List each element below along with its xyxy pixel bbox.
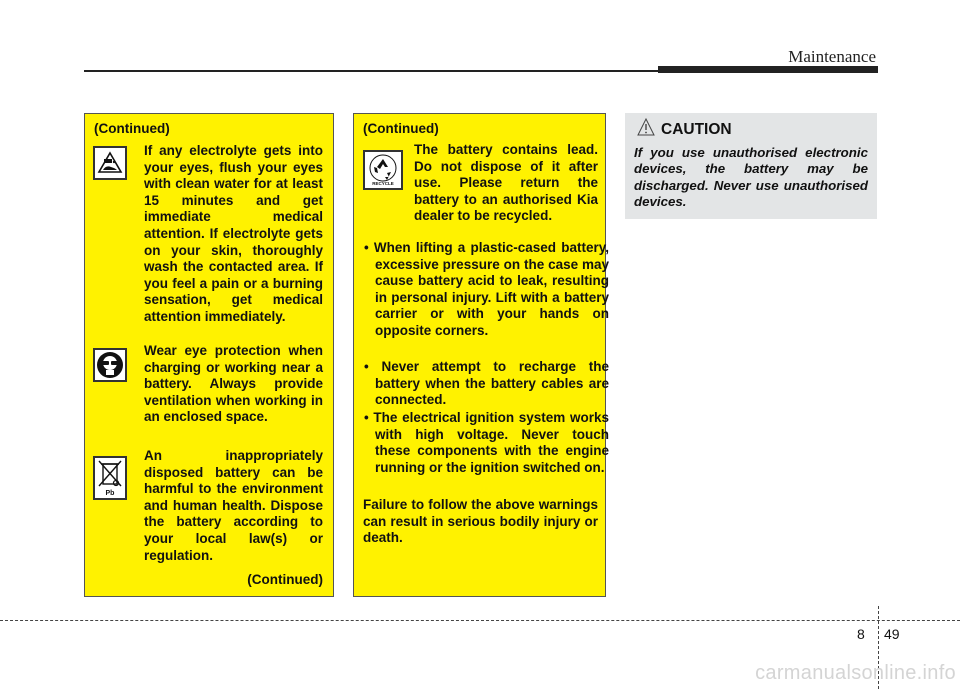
bullet-recharge-text: Never attempt to recharge the battery when the battery cables are connected.	[375, 359, 610, 408]
footer-rule	[0, 620, 960, 621]
bullet-recharge: • Never attempt to recharge the battery when the battery cables are connected.	[364, 359, 610, 408]
eye-protection-icon	[93, 348, 127, 382]
continued-label-top-2: (Continued)	[363, 121, 439, 136]
header-rule	[84, 70, 664, 72]
caution-text: If you use unauthorised electronic devices, the battery may be discharged. Never use unauthorised devices.	[634, 145, 868, 210]
eye-protection-text: Wear eye protection when charging or working near a battery. Always provide ventilation when working in an enclosed space.	[144, 343, 323, 425]
electrolyte-warning-text: If any electrolyte gets into your eyes, flush your eyes with clean water for at least 15 minutes and get immediate medical attention. If electrolyte gets on your skin, thoroughly wash the contacted area. If you feel a pain or a burning sensation, get medical attention immediately.	[144, 143, 323, 324]
caution-title: CAUTION	[661, 121, 732, 138]
recycle-icon-label: RECYCLE	[372, 181, 394, 186]
bullet-lifting: • When lifting a plastic-cased battery, excessive pressure on the case may cause battery acid to leak, resulting in personal injury. Lift with a battery carrier or with your hands on opposite corners.	[364, 240, 609, 338]
bullet-ignition-text: The electrical ignition system works with high voltage. Never touch these components with the engine running or the ignition switched on.	[373, 410, 609, 475]
section-title: Maintenance	[788, 47, 876, 66]
watermark: carmanualsonline.info	[755, 662, 956, 684]
header-bar	[658, 66, 878, 73]
chapter-number: 8	[857, 626, 865, 642]
warning-triangle-icon	[636, 117, 656, 137]
electrolyte-warning-icon	[93, 146, 127, 180]
battery-disposal-text: An inappropriately disposed battery can be harmful to the environment and human health. Dispose the battery according to your local law(s) or regulation.	[144, 448, 323, 563]
recycle-icon	[363, 150, 403, 190]
continued-label-bottom: (Continued)	[247, 572, 323, 587]
recycle-lead-text: The battery contains lead. Do not dispose of it after use. Please return the battery to an authorised Kia dealer to be recycled.	[414, 142, 598, 224]
bullet-ignition: • The electrical ignition system works with high voltage. Never touch these components with the engine running or the ignition switched on.	[364, 410, 609, 475]
closing-warning-text: Failure to follow the above warnings can result in serious bodily injury or death.	[363, 497, 598, 546]
page-number: 49	[884, 626, 900, 642]
crossed-out-bin-icon	[93, 456, 127, 500]
pb-label: Pb	[105, 490, 115, 497]
continued-label-top: (Continued)	[94, 121, 170, 136]
bullet-lifting-text: When lifting a plastic-cased battery, excessive pressure on the case may cause battery acid to leak, resulting in personal injury. Lift with a battery carrier or with your hands on opposite corners.	[373, 240, 609, 338]
